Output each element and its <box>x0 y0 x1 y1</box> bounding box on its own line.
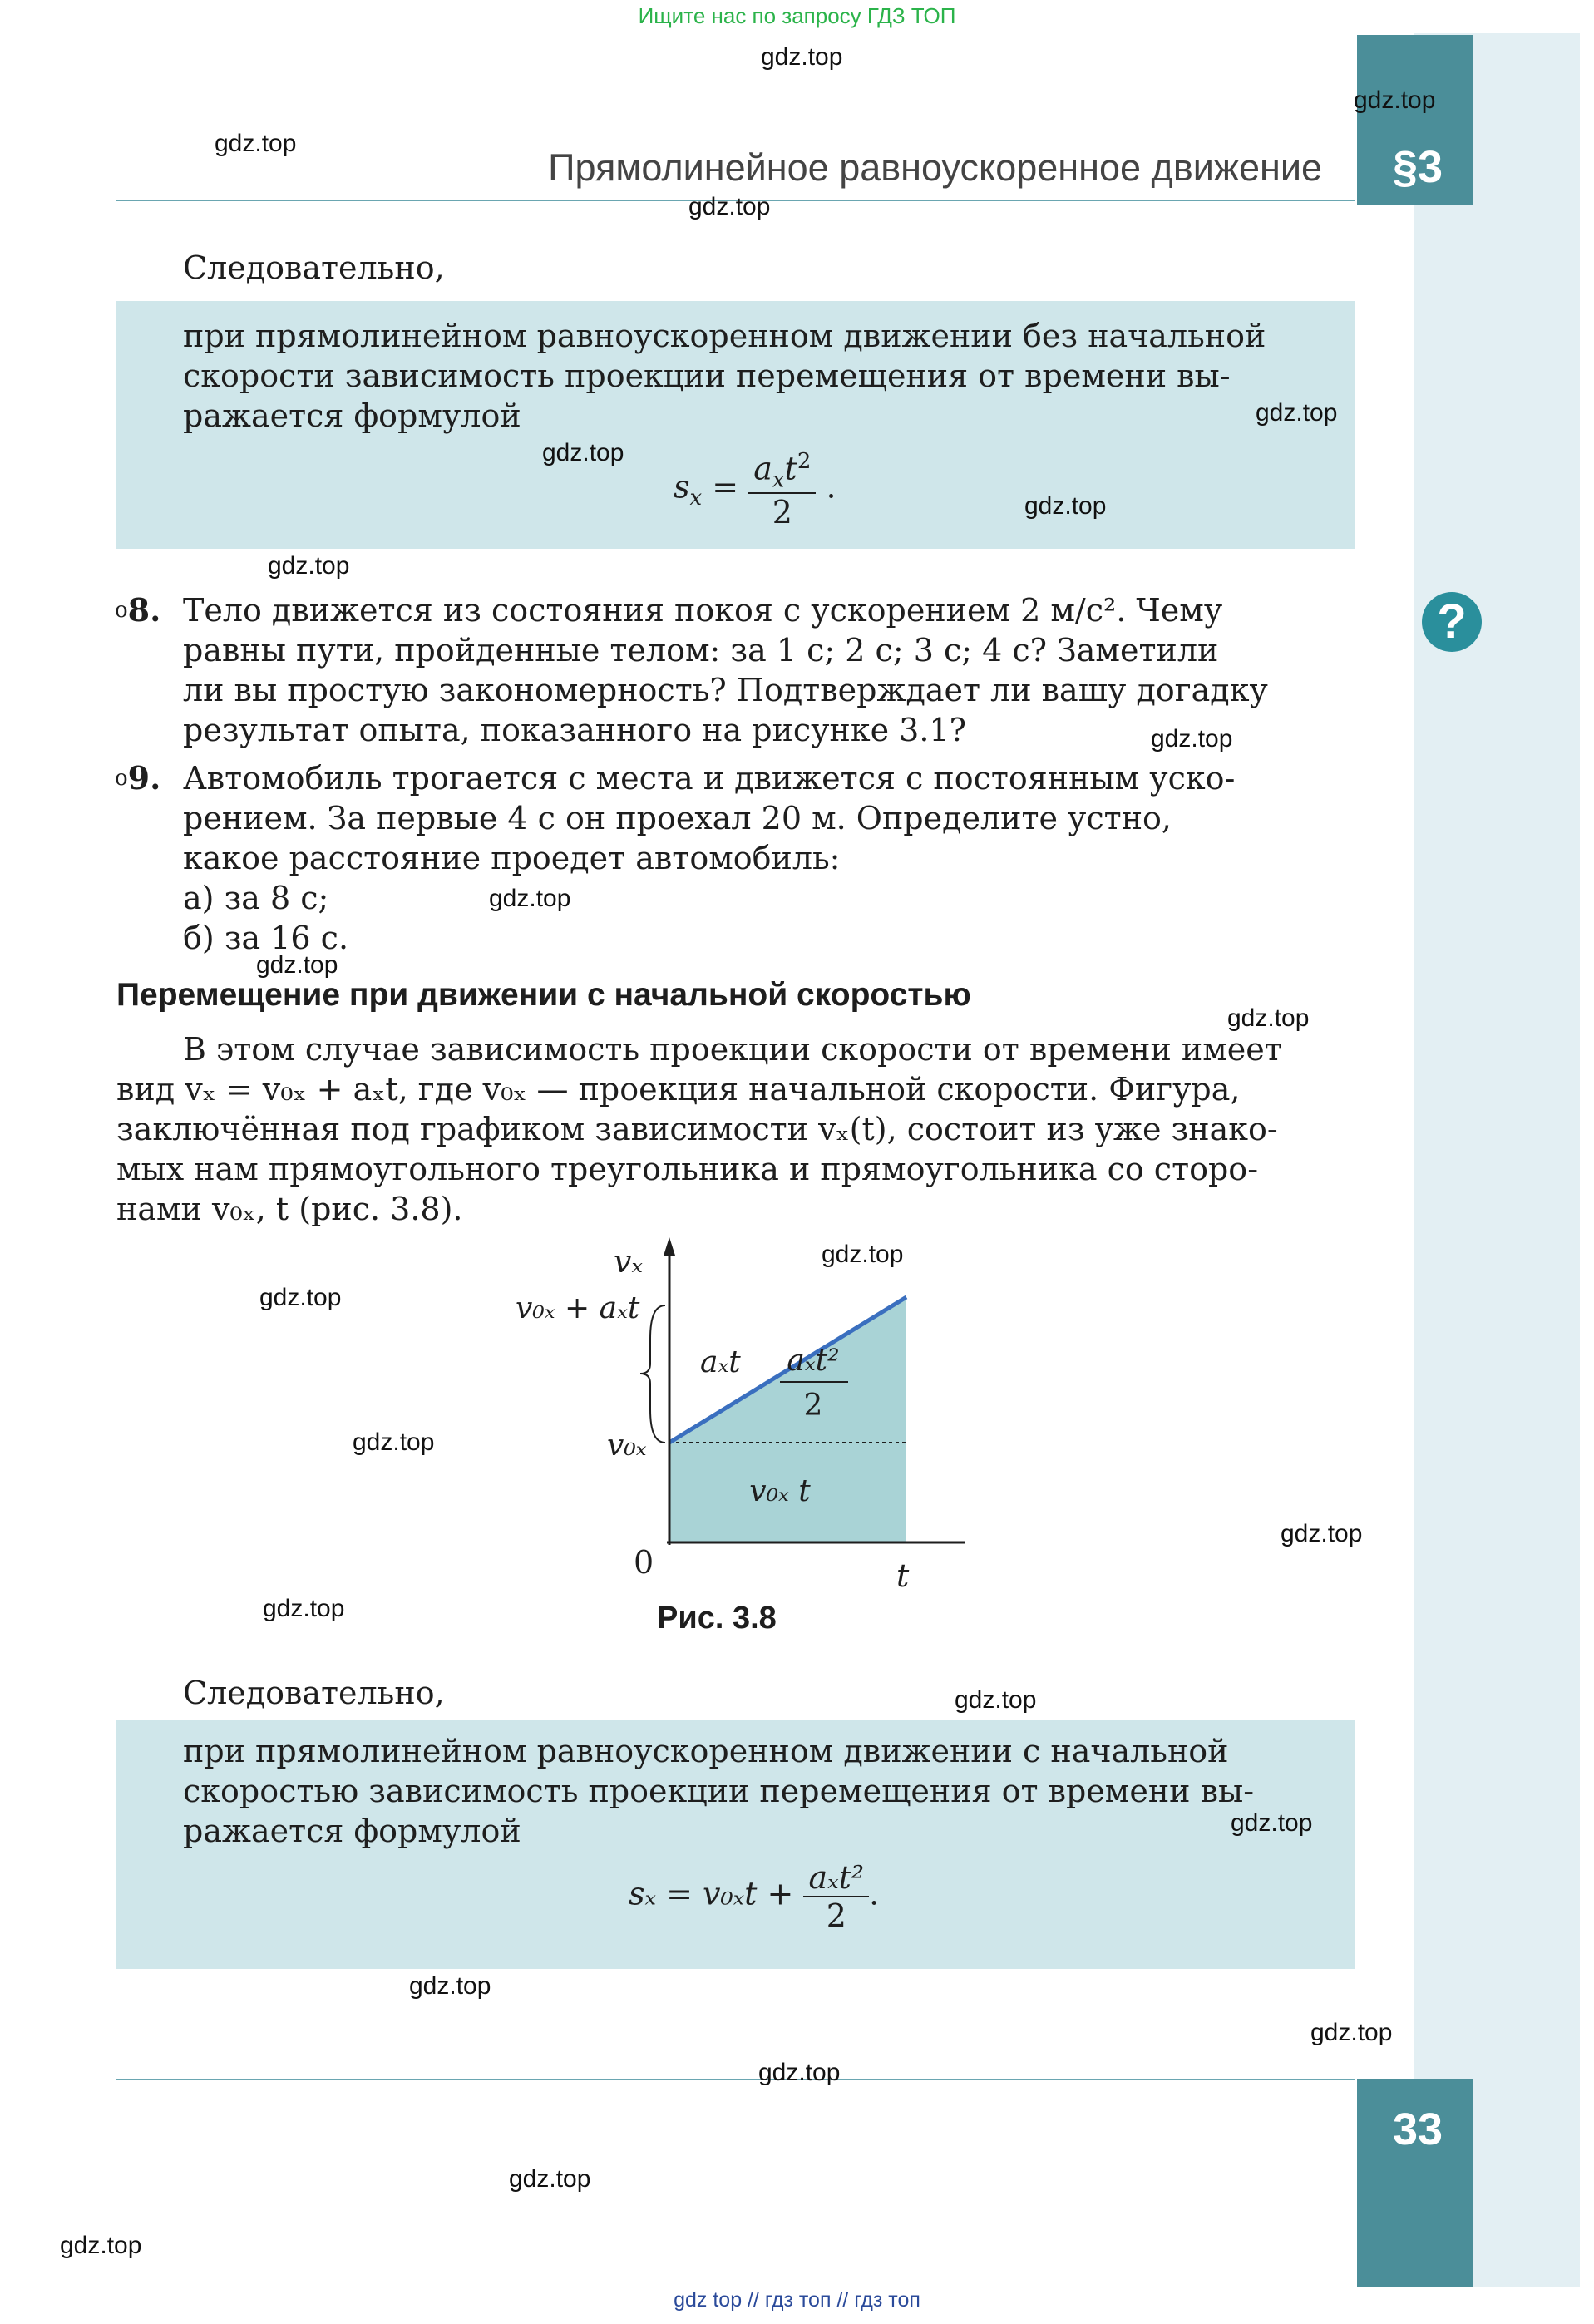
formula-1: $s_x$ = $\frac{a_xt^2}{2}$ . <box>674 449 836 531</box>
watermark: gdz.top <box>1256 399 1338 427</box>
body-line: В этом случае зависимость проекции скорости от времени имеет <box>183 1031 1282 1068</box>
formula-2-den: 2 <box>826 1897 846 1934</box>
watermark: gdz.top <box>409 1972 491 2000</box>
formula-1-exp: 2 <box>797 449 812 474</box>
q9-line: какое расстояние проедет автомобиль: <box>183 840 841 876</box>
formula-1-num-t: t <box>784 450 797 487</box>
watermark: gdz.top <box>509 2165 591 2193</box>
q8-line: Тело движется из состояния покоя с ускорением 2 м/с². Чему <box>183 592 1223 629</box>
body-line: вид vₓ = v₀ₓ + aₓt, где v₀ₓ — проекция начальной скорости. Фигура, <box>116 1071 1241 1108</box>
block1-intro: Следовательно, <box>183 249 445 286</box>
watermark: gdz.top <box>489 885 571 912</box>
q9-line: а) за 8 с; <box>183 880 329 916</box>
rule-box-2-text <box>183 1731 1355 1851</box>
v0-label: v₀ₓ <box>607 1428 647 1463</box>
body-line: нами v₀ₓ, t (рис. 3.8). <box>116 1191 463 1227</box>
formula-1-lhs-sub: x <box>689 486 703 511</box>
block2-line3: ражается формулой <box>183 1813 521 1849</box>
watermark: gdz.top <box>259 1284 342 1311</box>
section-label: §3 <box>1392 142 1443 192</box>
figure-caption: Рис. 3.8 <box>657 1601 777 1636</box>
question-icon: ? <box>1422 592 1482 652</box>
watermark: gdz.top <box>1281 1520 1363 1547</box>
body-paragraph <box>116 1029 1355 1229</box>
body-line: заключённая под графиком зависимости vₓ(t), состоит из уже знако- <box>116 1111 1278 1147</box>
q9-text <box>183 758 1355 958</box>
q9-line: рением. За первые 4 с он проехал 20 м. Определите устно, <box>183 800 1172 836</box>
watermark: gdz.top <box>688 193 771 220</box>
watermark: gdz.top <box>1231 1809 1313 1837</box>
triangle-label-num: aₓt² <box>787 1344 840 1378</box>
block1-line1: при прямолинейном равноускоренном движении без начальной <box>183 318 1266 354</box>
q9-num: 9. <box>127 759 161 797</box>
footer-rule <box>116 2079 1355 2080</box>
q8-line: равны пути, пройденные телом: за 1 с; 2 с; 3 с; 4 с? Заметили <box>183 632 1219 669</box>
block2-line2: скоростью зависимость проекции перемещения от времени вы- <box>183 1773 1255 1809</box>
watermark: gdz.top <box>1151 725 1233 752</box>
watermark: gdz.top <box>263 1595 345 1622</box>
q9-line: б) за 16 с. <box>183 920 349 956</box>
brace <box>640 1305 665 1443</box>
block2-line1: при прямолинейном равноускоренном движении с начальной <box>183 1733 1229 1769</box>
watermark: gdz.top <box>268 552 350 580</box>
block2-intro: Следовательно, <box>183 1675 445 1711</box>
formula-2-lhs: sₓ = v₀ₓt + <box>629 1875 794 1912</box>
formula-2-num: aₓt² <box>803 1859 869 1897</box>
side-strip <box>1414 33 1580 2287</box>
section-heading: Перемещение при движении с начальной скоростью <box>116 977 971 1013</box>
page-header-title: Прямолинейное равноускоренное движение <box>548 146 1322 189</box>
rect-label: v₀ₓ t <box>749 1474 811 1508</box>
formula-2-fraction <box>803 1859 869 1934</box>
figure-3-8 <box>466 1231 981 1638</box>
watermark: gdz.top <box>60 2232 142 2259</box>
watermark: gdz.top <box>256 951 338 979</box>
axis-y-label: vₓ <box>614 1243 643 1280</box>
bottom-banner: gdz top // гдз топ // гдз топ <box>674 2288 920 2312</box>
watermark: gdz.top <box>761 43 843 71</box>
top-label: v₀ₓ + aₓt <box>516 1291 640 1325</box>
block1-line2: скорости зависимость проекции перемещения от времени вы- <box>183 358 1231 394</box>
formula-1-num: a <box>753 450 772 487</box>
brace-label: aₓt <box>700 1345 741 1379</box>
page-number: 33 <box>1392 2104 1443 2154</box>
y-axis-arrow <box>664 1237 675 1256</box>
watermark: gdz.top <box>542 439 624 466</box>
rule-box-1-text <box>183 316 1355 436</box>
formula-1-num-sub: x <box>772 467 785 493</box>
q8-line: ли вы простую закономерность? Подтверждает ли вашу догадку <box>183 672 1268 708</box>
block1-line3: ражается формулой <box>183 397 521 434</box>
q9-marker: o <box>115 766 128 791</box>
watermark: gdz.top <box>1310 2019 1393 2046</box>
watermark: gdz.top <box>215 130 297 157</box>
triangle-label-den: 2 <box>803 1389 823 1423</box>
q9-line: Автомобиль трогается с места и движется с постоянным уско- <box>183 760 1236 797</box>
watermark: gdz.top <box>1354 86 1436 114</box>
body-line: мых нам прямоугольного треугольника и прямоугольника со сторо- <box>116 1151 1259 1187</box>
watermark: gdz.top <box>758 2059 841 2086</box>
q8-num: 8. <box>127 591 161 629</box>
watermark: gdz.top <box>1227 1004 1310 1032</box>
watermark: gdz.top <box>955 1686 1037 1714</box>
formula-1-lhs: s <box>674 468 690 506</box>
watermark: gdz.top <box>353 1428 435 1456</box>
top-banner: Ищите нас по запросу ГДЗ ТОП <box>638 3 956 28</box>
formula-2-end: . <box>869 1875 880 1912</box>
watermark: gdz.top <box>822 1241 904 1268</box>
watermark: gdz.top <box>1024 492 1107 520</box>
q8-marker: o <box>115 598 128 623</box>
formula-1-den: 2 <box>772 494 792 531</box>
formula-1-fraction <box>748 449 816 530</box>
origin-label: 0 <box>634 1544 654 1581</box>
axis-x-label: t <box>896 1557 910 1594</box>
formula-2 <box>629 1859 879 1934</box>
q8-line: результат опыта, показанного на рисунке 3.1? <box>183 712 966 748</box>
